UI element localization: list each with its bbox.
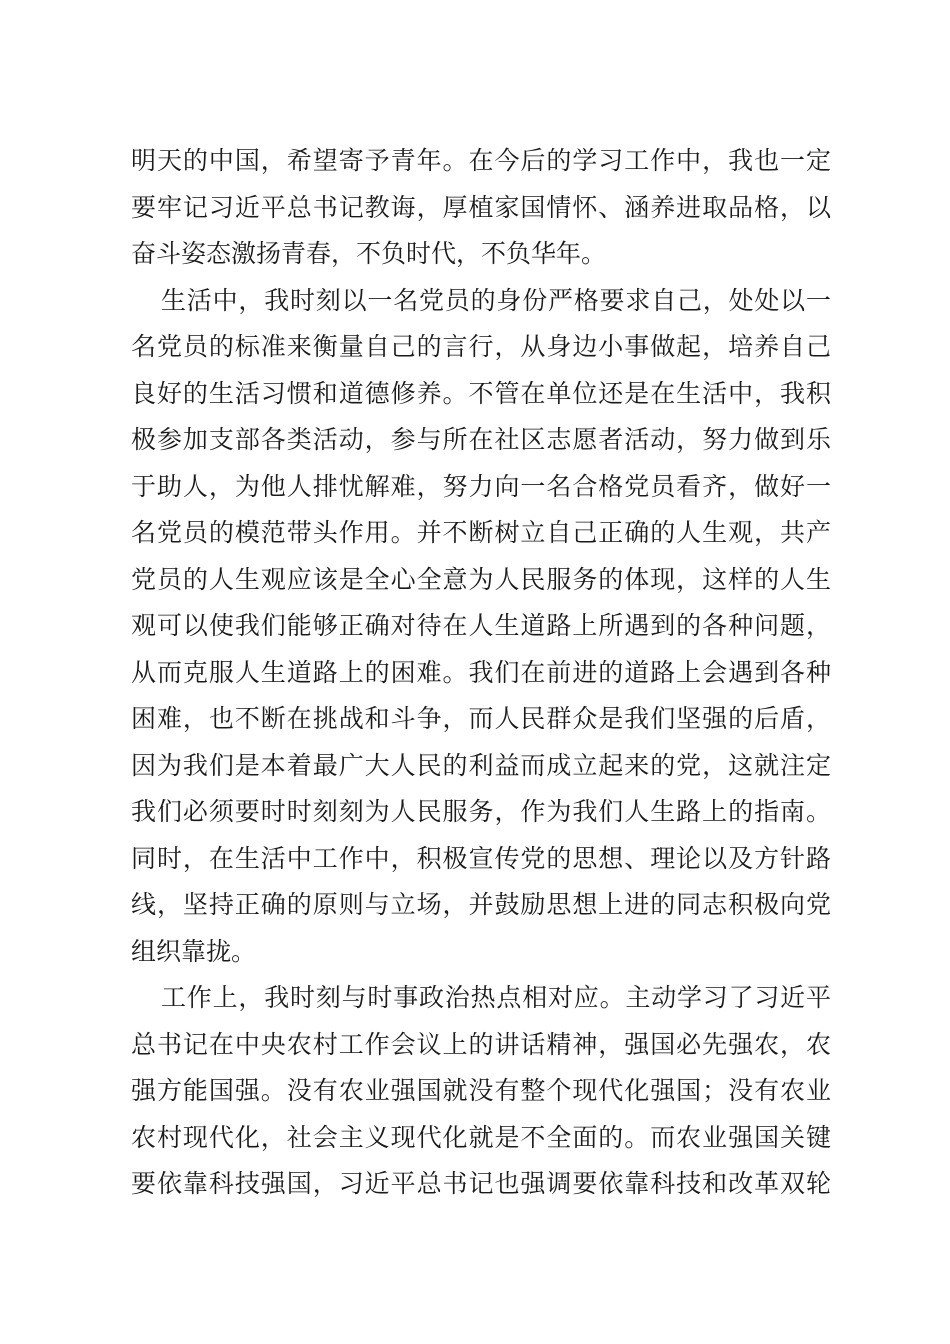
text-line: 总书记在中央农村工作会议上的讲话精神，强国必先强农，农	[131, 1029, 831, 1059]
text-line: 观可以使我们能够正确对待在人生道路上所遇到的各种问题，	[131, 611, 831, 640]
text-line: 党员的人生观应该是全心全意为人民服务的体现，这样的人生	[131, 564, 831, 594]
paragraph	[131, 278, 831, 976]
text-line: 农村现代化，社会主义现代化就是不全面的。而农业强国关键	[131, 1122, 831, 1152]
text-line: 组织靠拢。	[131, 936, 257, 966]
text-line: 于助人，为他人排忧解难，努力向一名合格党员看齐，做好一	[131, 471, 831, 501]
text-line: 困难，也不断在挑战和斗争，而人民群众是我们坚强的后盾，	[131, 704, 831, 733]
text-line: 工作上，我时刻与时事政治热点相对应。主动学习了习近平	[161, 983, 831, 1012]
text-line: 良好的生活习惯和道德修养。不管在单位还是在生活中，我积	[131, 378, 831, 408]
text-line: 明天的中国，希望寄予青年。在今后的学习工作中，我也一定	[131, 146, 831, 175]
text-line: 生活中，我时刻以一名党员的身份严格要求自己，处处以一	[161, 285, 831, 315]
text-line: 我们必须要时时刻刻为人民服务，作为我们人生路上的指南。	[131, 797, 831, 826]
text-line: 线，坚持正确的原则与立场，并鼓励思想上进的同志积极向党	[131, 890, 831, 919]
body-text	[131, 138, 831, 1208]
text-line: 名党员的标准来衡量自己的言行，从身边小事做起，培养自己	[131, 332, 831, 361]
text-line: 奋斗姿态激扬青春，不负时代，不负华年。	[131, 239, 607, 268]
text-line: 要依靠科技强国，习近平总书记也强调要依靠科技和改革双轮	[131, 1169, 831, 1198]
paragraph	[131, 138, 831, 278]
paragraph	[131, 975, 831, 1208]
text-line: 同时，在生活中工作中，积极宣传党的思想、理论以及方针路	[131, 843, 831, 873]
text-line: 因为我们是本着最广大人民的利益而成立起来的党，这就注定	[131, 750, 831, 780]
text-line: 要牢记习近平总书记教诲，厚植家国情怀、涵养进取品格，以	[131, 192, 831, 222]
text-line: 从而克服人生道路上的困难。我们在前进的道路上会遇到各种	[131, 657, 831, 687]
text-line: 名党员的模范带头作用。并不断树立自己正确的人生观，共产	[131, 518, 831, 547]
text-line: 强方能国强。没有农业强国就没有整个现代化强国；没有农业	[131, 1076, 831, 1105]
text-line: 极参加支部各类活动，参与所在社区志愿者活动，努力做到乐	[131, 425, 831, 454]
